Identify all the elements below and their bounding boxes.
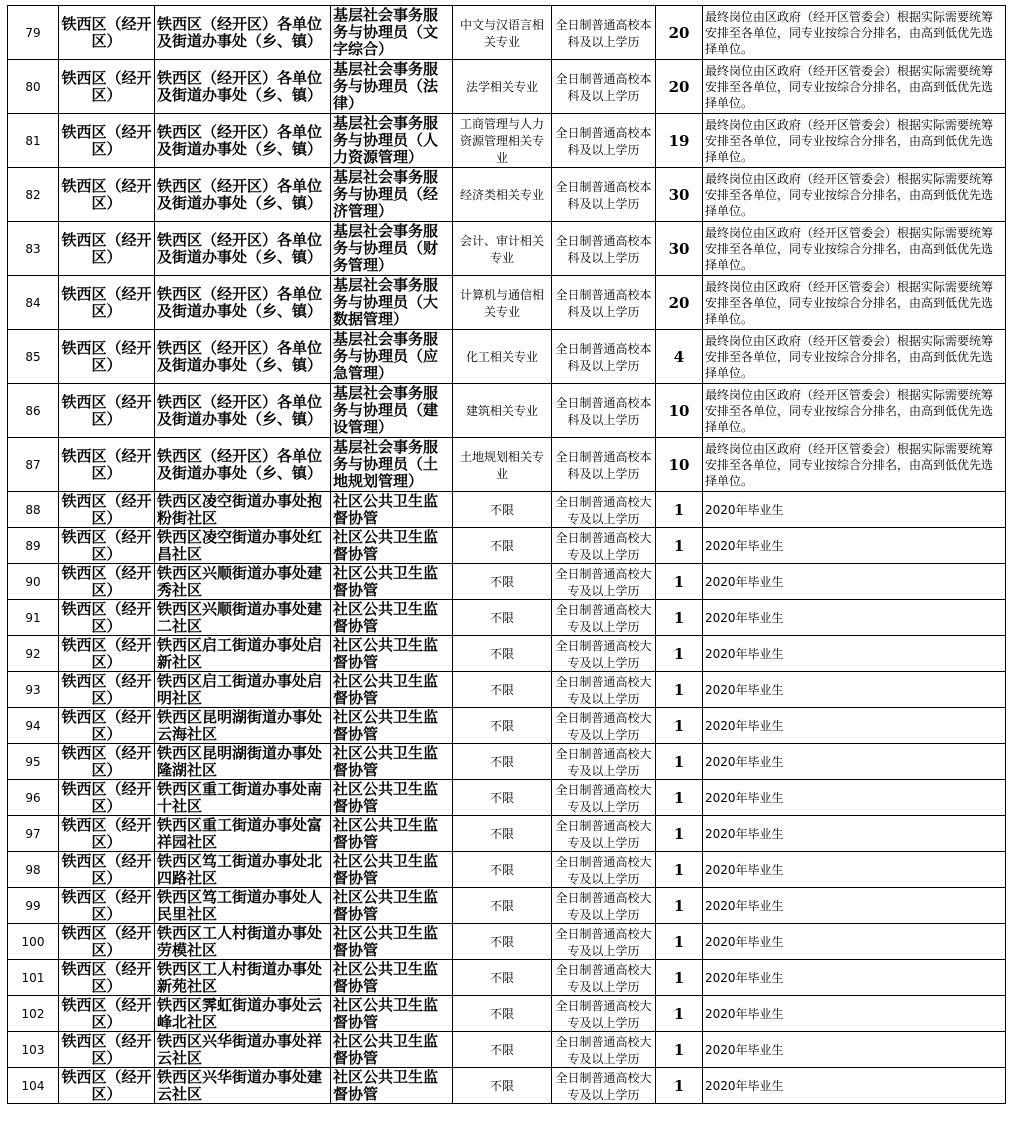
row-number: 91: [8, 600, 59, 636]
table-row: [8, 888, 1006, 924]
hiring-unit-cell: 铁西区（经开区）各单位及街道办事处（乡、镇）: [155, 114, 331, 168]
headcount-cell: 1: [656, 744, 703, 780]
district-cell: 铁西区（经开区）: [59, 60, 155, 114]
table-row: [8, 744, 1006, 780]
row-number: 100: [8, 924, 59, 960]
hiring-unit-cell: 铁西区凌空街道办事处抱粉街社区: [155, 492, 331, 528]
table-row: [8, 492, 1006, 528]
headcount-cell: 1: [656, 708, 703, 744]
district-cell: 铁西区（经开区）: [59, 528, 155, 564]
district-cell: 铁西区（经开区）: [59, 222, 155, 276]
position-cell: 社区公共卫生监督协管: [331, 744, 453, 780]
education-cell: 全日制普通高校大专及以上学历: [552, 564, 656, 600]
headcount-cell: 1: [656, 1068, 703, 1104]
headcount-cell: 10: [656, 438, 703, 492]
education-cell: 全日制普通高校大专及以上学历: [552, 996, 656, 1032]
district-cell: 铁西区（经开区）: [59, 672, 155, 708]
headcount-cell: 1: [656, 528, 703, 564]
hiring-unit-cell: 铁西区兴顺街道办事处建二社区: [155, 600, 331, 636]
major-cell: 不限: [453, 852, 552, 888]
headcount-cell: 20: [656, 276, 703, 330]
note-cell: 2020年毕业生: [703, 528, 1006, 564]
row-number: 95: [8, 744, 59, 780]
note-cell: 2020年毕业生: [703, 600, 1006, 636]
note-cell: 2020年毕业生: [703, 924, 1006, 960]
education-cell: 全日制普通高校本科及以上学历: [552, 168, 656, 222]
table-row: [8, 636, 1006, 672]
headcount-cell: 1: [656, 852, 703, 888]
position-cell: 基层社会事务服务与协理员（法律）: [331, 60, 453, 114]
headcount-cell: 1: [656, 1032, 703, 1068]
education-cell: 全日制普通高校大专及以上学历: [552, 708, 656, 744]
major-cell: 法学相关专业: [453, 60, 552, 114]
major-cell: 不限: [453, 708, 552, 744]
headcount-cell: 1: [656, 780, 703, 816]
row-number: 83: [8, 222, 59, 276]
table-row: [8, 672, 1006, 708]
district-cell: 铁西区（经开区）: [59, 6, 155, 60]
education-cell: 全日制普通高校大专及以上学历: [552, 492, 656, 528]
headcount-cell: 1: [656, 672, 703, 708]
row-number: 97: [8, 816, 59, 852]
headcount-cell: 30: [656, 168, 703, 222]
position-cell: 基层社会事务服务与协理员（土地规划管理）: [331, 438, 453, 492]
position-cell: 社区公共卫生监督协管: [331, 780, 453, 816]
major-cell: 不限: [453, 528, 552, 564]
headcount-cell: 30: [656, 222, 703, 276]
hiring-unit-cell: 铁西区重工街道办事处富祥园社区: [155, 816, 331, 852]
headcount-cell: 1: [656, 492, 703, 528]
hiring-unit-cell: 铁西区笃工街道办事处北四路社区: [155, 852, 331, 888]
table-row: [8, 708, 1006, 744]
hiring-unit-cell: 铁西区昆明湖街道办事处云海社区: [155, 708, 331, 744]
table-row: [8, 780, 1006, 816]
note-cell: 2020年毕业生: [703, 1068, 1006, 1104]
headcount-cell: 1: [656, 924, 703, 960]
position-cell: 基层社会事务服务与协理员（建设管理）: [331, 384, 453, 438]
major-cell: 不限: [453, 744, 552, 780]
hiring-unit-cell: 铁西区霁虹街道办事处云峰北社区: [155, 996, 331, 1032]
position-cell: 社区公共卫生监督协管: [331, 816, 453, 852]
hiring-unit-cell: 铁西区凌空街道办事处红昌社区: [155, 528, 331, 564]
district-cell: 铁西区（经开区）: [59, 744, 155, 780]
district-cell: 铁西区（经开区）: [59, 114, 155, 168]
note-cell: 最终岗位由区政府（经开区管委会）根据实际需要统筹安排至各单位，同专业按综合分排名，由高到低优先选择单位。: [703, 438, 1006, 492]
note-cell: 2020年毕业生: [703, 996, 1006, 1032]
district-cell: 铁西区（经开区）: [59, 924, 155, 960]
district-cell: 铁西区（经开区）: [59, 1068, 155, 1104]
district-cell: 铁西区（经开区）: [59, 438, 155, 492]
position-cell: 社区公共卫生监督协管: [331, 600, 453, 636]
position-cell: 社区公共卫生监督协管: [331, 1032, 453, 1068]
district-cell: 铁西区（经开区）: [59, 816, 155, 852]
major-cell: 经济类相关专业: [453, 168, 552, 222]
table-row: [8, 600, 1006, 636]
row-number: 104: [8, 1068, 59, 1104]
hiring-unit-cell: 铁西区（经开区）各单位及街道办事处（乡、镇）: [155, 276, 331, 330]
headcount-cell: 19: [656, 114, 703, 168]
row-number: 98: [8, 852, 59, 888]
major-cell: 不限: [453, 1068, 552, 1104]
row-number: 81: [8, 114, 59, 168]
major-cell: 不限: [453, 492, 552, 528]
education-cell: 全日制普通高校大专及以上学历: [552, 744, 656, 780]
hiring-unit-cell: 铁西区工人村街道办事处劳模社区: [155, 924, 331, 960]
note-cell: 2020年毕业生: [703, 708, 1006, 744]
recruitment-table: [7, 5, 1006, 1104]
hiring-unit-cell: 铁西区（经开区）各单位及街道办事处（乡、镇）: [155, 384, 331, 438]
position-cell: 社区公共卫生监督协管: [331, 528, 453, 564]
hiring-unit-cell: 铁西区（经开区）各单位及街道办事处（乡、镇）: [155, 438, 331, 492]
position-cell: 社区公共卫生监督协管: [331, 996, 453, 1032]
row-number: 94: [8, 708, 59, 744]
district-cell: 铁西区（经开区）: [59, 1032, 155, 1068]
education-cell: 全日制普通高校本科及以上学历: [552, 6, 656, 60]
table-row: [8, 168, 1006, 222]
table-row: [8, 528, 1006, 564]
hiring-unit-cell: 铁西区（经开区）各单位及街道办事处（乡、镇）: [155, 222, 331, 276]
position-cell: 社区公共卫生监督协管: [331, 960, 453, 996]
district-cell: 铁西区（经开区）: [59, 564, 155, 600]
position-cell: 基层社会事务服务与协理员（经济管理）: [331, 168, 453, 222]
position-cell: 基层社会事务服务与协理员（人力资源管理）: [331, 114, 453, 168]
row-number: 80: [8, 60, 59, 114]
note-cell: 2020年毕业生: [703, 960, 1006, 996]
note-cell: 2020年毕业生: [703, 1032, 1006, 1068]
district-cell: 铁西区（经开区）: [59, 276, 155, 330]
district-cell: 铁西区（经开区）: [59, 780, 155, 816]
note-cell: 2020年毕业生: [703, 780, 1006, 816]
table-row: [8, 330, 1006, 384]
major-cell: 不限: [453, 816, 552, 852]
note-cell: 2020年毕业生: [703, 564, 1006, 600]
row-number: 102: [8, 996, 59, 1032]
hiring-unit-cell: 铁西区昆明湖街道办事处隆湖社区: [155, 744, 331, 780]
table-body: [8, 6, 1006, 1104]
position-cell: 社区公共卫生监督协管: [331, 708, 453, 744]
note-cell: 最终岗位由区政府（经开区管委会）根据实际需要统筹安排至各单位，同专业按综合分排名，由高到低优先选择单位。: [703, 114, 1006, 168]
hiring-unit-cell: 铁西区（经开区）各单位及街道办事处（乡、镇）: [155, 330, 331, 384]
headcount-cell: 4: [656, 330, 703, 384]
row-number: 101: [8, 960, 59, 996]
position-cell: 社区公共卫生监督协管: [331, 636, 453, 672]
note-cell: 最终岗位由区政府（经开区管委会）根据实际需要统筹安排至各单位，同专业按综合分排名，由高到低优先选择单位。: [703, 168, 1006, 222]
position-cell: 社区公共卫生监督协管: [331, 924, 453, 960]
row-number: 103: [8, 1032, 59, 1068]
headcount-cell: 20: [656, 6, 703, 60]
hiring-unit-cell: 铁西区（经开区）各单位及街道办事处（乡、镇）: [155, 60, 331, 114]
education-cell: 全日制普通高校大专及以上学历: [552, 1068, 656, 1104]
table-row: [8, 384, 1006, 438]
district-cell: 铁西区（经开区）: [59, 852, 155, 888]
education-cell: 全日制普通高校大专及以上学历: [552, 816, 656, 852]
note-cell: 最终岗位由区政府（经开区管委会）根据实际需要统筹安排至各单位，同专业按综合分排名，由高到低优先选择单位。: [703, 60, 1006, 114]
district-cell: 铁西区（经开区）: [59, 384, 155, 438]
education-cell: 全日制普通高校本科及以上学历: [552, 114, 656, 168]
hiring-unit-cell: 铁西区兴顺街道办事处建秀社区: [155, 564, 331, 600]
position-cell: 基层社会事务服务与协理员（文字综合）: [331, 6, 453, 60]
hiring-unit-cell: 铁西区启工街道办事处启明社区: [155, 672, 331, 708]
note-cell: 最终岗位由区政府（经开区管委会）根据实际需要统筹安排至各单位，同专业按综合分排名，由高到低优先选择单位。: [703, 6, 1006, 60]
position-cell: 基层社会事务服务与协理员（大数据管理）: [331, 276, 453, 330]
hiring-unit-cell: 铁西区重工街道办事处南十社区: [155, 780, 331, 816]
district-cell: 铁西区（经开区）: [59, 636, 155, 672]
position-cell: 社区公共卫生监督协管: [331, 564, 453, 600]
education-cell: 全日制普通高校本科及以上学历: [552, 222, 656, 276]
district-cell: 铁西区（经开区）: [59, 888, 155, 924]
education-cell: 全日制普通高校大专及以上学历: [552, 780, 656, 816]
table-row: [8, 60, 1006, 114]
position-cell: 社区公共卫生监督协管: [331, 1068, 453, 1104]
table-row: [8, 924, 1006, 960]
table-row: [8, 1032, 1006, 1068]
district-cell: 铁西区（经开区）: [59, 330, 155, 384]
major-cell: 不限: [453, 780, 552, 816]
row-number: 96: [8, 780, 59, 816]
position-cell: 社区公共卫生监督协管: [331, 492, 453, 528]
major-cell: 不限: [453, 564, 552, 600]
education-cell: 全日制普通高校大专及以上学历: [552, 600, 656, 636]
major-cell: 工商管理与人力资源管理相关专业: [453, 114, 552, 168]
district-cell: 铁西区（经开区）: [59, 960, 155, 996]
headcount-cell: 1: [656, 600, 703, 636]
hiring-unit-cell: 铁西区（经开区）各单位及街道办事处（乡、镇）: [155, 168, 331, 222]
note-cell: 2020年毕业生: [703, 636, 1006, 672]
hiring-unit-cell: 铁西区（经开区）各单位及街道办事处（乡、镇）: [155, 6, 331, 60]
headcount-cell: 1: [656, 816, 703, 852]
major-cell: 土地规划相关专业: [453, 438, 552, 492]
note-cell: 最终岗位由区政府（经开区管委会）根据实际需要统筹安排至各单位，同专业按综合分排名，由高到低优先选择单位。: [703, 384, 1006, 438]
major-cell: 不限: [453, 600, 552, 636]
table-row: [8, 996, 1006, 1032]
major-cell: 化工相关专业: [453, 330, 552, 384]
headcount-cell: 1: [656, 888, 703, 924]
education-cell: 全日制普通高校大专及以上学历: [552, 1032, 656, 1068]
education-cell: 全日制普通高校本科及以上学历: [552, 384, 656, 438]
education-cell: 全日制普通高校大专及以上学历: [552, 960, 656, 996]
row-number: 90: [8, 564, 59, 600]
education-cell: 全日制普通高校本科及以上学历: [552, 60, 656, 114]
education-cell: 全日制普通高校大专及以上学历: [552, 924, 656, 960]
position-cell: 社区公共卫生监督协管: [331, 672, 453, 708]
row-number: 89: [8, 528, 59, 564]
district-cell: 铁西区（经开区）: [59, 996, 155, 1032]
row-number: 87: [8, 438, 59, 492]
education-cell: 全日制普通高校本科及以上学历: [552, 438, 656, 492]
hiring-unit-cell: 铁西区兴华街道办事处祥云社区: [155, 1032, 331, 1068]
headcount-cell: 1: [656, 564, 703, 600]
major-cell: 不限: [453, 888, 552, 924]
note-cell: 最终岗位由区政府（经开区管委会）根据实际需要统筹安排至各单位，同专业按综合分排名，由高到低优先选择单位。: [703, 276, 1006, 330]
major-cell: 不限: [453, 672, 552, 708]
row-number: 82: [8, 168, 59, 222]
major-cell: 中文与汉语言相关专业: [453, 6, 552, 60]
position-cell: 基层社会事务服务与协理员（财务管理）: [331, 222, 453, 276]
major-cell: 不限: [453, 996, 552, 1032]
table-row: [8, 1068, 1006, 1104]
row-number: 88: [8, 492, 59, 528]
note-cell: 2020年毕业生: [703, 888, 1006, 924]
major-cell: 不限: [453, 924, 552, 960]
position-cell: 社区公共卫生监督协管: [331, 888, 453, 924]
row-number: 79: [8, 6, 59, 60]
row-number: 85: [8, 330, 59, 384]
row-number: 93: [8, 672, 59, 708]
major-cell: 不限: [453, 636, 552, 672]
headcount-cell: 1: [656, 636, 703, 672]
row-number: 99: [8, 888, 59, 924]
position-cell: 社区公共卫生监督协管: [331, 852, 453, 888]
education-cell: 全日制普通高校大专及以上学历: [552, 528, 656, 564]
major-cell: 不限: [453, 1032, 552, 1068]
note-cell: 最终岗位由区政府（经开区管委会）根据实际需要统筹安排至各单位，同专业按综合分排名，由高到低优先选择单位。: [703, 330, 1006, 384]
table-row: [8, 960, 1006, 996]
district-cell: 铁西区（经开区）: [59, 168, 155, 222]
major-cell: 不限: [453, 960, 552, 996]
hiring-unit-cell: 铁西区兴华街道办事处建云社区: [155, 1068, 331, 1104]
note-cell: 2020年毕业生: [703, 492, 1006, 528]
education-cell: 全日制普通高校大专及以上学历: [552, 852, 656, 888]
hiring-unit-cell: 铁西区启工街道办事处启新社区: [155, 636, 331, 672]
table-row: [8, 564, 1006, 600]
education-cell: 全日制普通高校本科及以上学历: [552, 276, 656, 330]
table-row: [8, 438, 1006, 492]
table-row: [8, 816, 1006, 852]
education-cell: 全日制普通高校本科及以上学历: [552, 330, 656, 384]
note-cell: 2020年毕业生: [703, 852, 1006, 888]
district-cell: 铁西区（经开区）: [59, 492, 155, 528]
position-cell: 基层社会事务服务与协理员（应急管理）: [331, 330, 453, 384]
table-row: [8, 852, 1006, 888]
headcount-cell: 1: [656, 996, 703, 1032]
district-cell: 铁西区（经开区）: [59, 600, 155, 636]
education-cell: 全日制普通高校大专及以上学历: [552, 888, 656, 924]
table-row: [8, 222, 1006, 276]
note-cell: 最终岗位由区政府（经开区管委会）根据实际需要统筹安排至各单位，同专业按综合分排名，由高到低优先选择单位。: [703, 222, 1006, 276]
major-cell: 计算机与通信相关专业: [453, 276, 552, 330]
note-cell: 2020年毕业生: [703, 816, 1006, 852]
table-row: [8, 6, 1006, 60]
table-row: [8, 276, 1006, 330]
note-cell: 2020年毕业生: [703, 672, 1006, 708]
hiring-unit-cell: 铁西区工人村街道办事处新苑社区: [155, 960, 331, 996]
headcount-cell: 10: [656, 384, 703, 438]
major-cell: 建筑相关专业: [453, 384, 552, 438]
district-cell: 铁西区（经开区）: [59, 708, 155, 744]
education-cell: 全日制普通高校大专及以上学历: [552, 672, 656, 708]
education-cell: 全日制普通高校大专及以上学历: [552, 636, 656, 672]
row-number: 86: [8, 384, 59, 438]
headcount-cell: 1: [656, 960, 703, 996]
table-row: [8, 114, 1006, 168]
hiring-unit-cell: 铁西区笃工街道办事处人民里社区: [155, 888, 331, 924]
row-number: 92: [8, 636, 59, 672]
major-cell: 会计、审计相关专业: [453, 222, 552, 276]
headcount-cell: 20: [656, 60, 703, 114]
row-number: 84: [8, 276, 59, 330]
note-cell: 2020年毕业生: [703, 744, 1006, 780]
